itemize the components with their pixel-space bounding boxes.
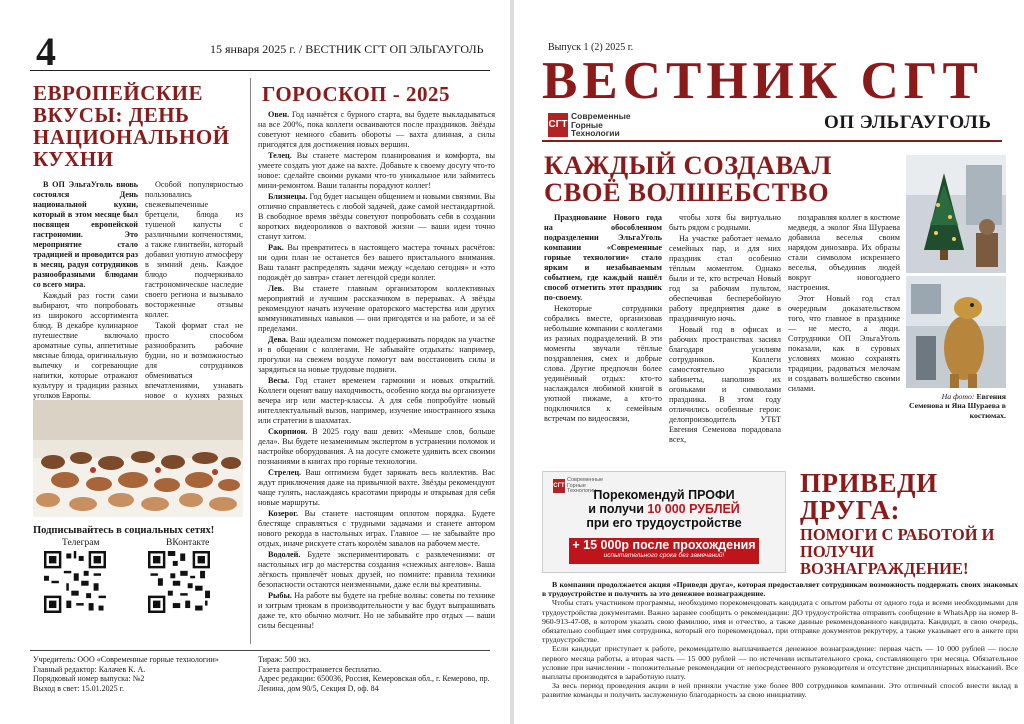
horo-sign: Овен. Год начнётся с бурного старта, вы будете выкладываться на все 200%, пока коллеги осваиваются после праздников. Звёзды советуют немного сбавить обороты — вахта длинная, а силы пригодятся для достижения новых вершин. [258,110,495,149]
horo-sign: Телец. Вы станете мастером планирования и комфорта, вы умеете создать уют даже на вахте. Добавьте к своему досугу что-то новое: сделайте своими руками что-то уникальное или займитесь мини-ремонтом. Ваши таланты порадуют коллег! [258,151,495,190]
social-title: Подписывайтесь в социальных сетях! [33,525,215,536]
magic-title: КАЖДЫЙ СОЗДАВАЛ СВОЁ ВОЛШЕБСТВО [544,150,832,207]
magic-p3: На участке работает немало семейных пар, и для них праздник стал особенно тёплым моментом. Однако были и те, кто встречал Новый год за рабочим пультом, обеспечивая бесперебойную работу предприятия даже в праздничную ночь. [669,234,781,323]
issue-line: Выпуск 1 (2) 2025 г. [548,42,634,53]
friend-p1: Чтобы стать участником программы, необходимо порекомендовать кандидата с опытом работы от одного года и всеми необходимыми для трудоустройства документами. Важно заранее сообщить о рекомендации: ДО трудоустройства отправить сообщение в WhatsApp на номер 8-960-913-47-08, в котором указать свою фамилию, имя и отчество, а также данные рекомендованного кандидата. Кандидат, в свою очередь, обязательно сообщает имя сотрудника, который его порекомендовал, при отправке документов рекрутеру, а также указывает его в анкете при трудоустройстве. [542,598,1018,645]
photo-caption: На фото: Евгения Семенова и Яна Шураева в костюмах. [908,392,1006,420]
euro-p2: Особой популярностью пользовались свежевыпеченные бретцели, блюда из тушеной капусты с различными копченостями, а также глинтвейн, который добавил уютную атмосферу в зимний день. Каждое блюдо подчеркивало гастрономическое наследие своего региона и вызывало восторженные отзывы коллег. [145,180,243,319]
footer-release: Выход в свет: 15.01.2025 г. [33,683,124,693]
logo-mark-icon: СГТ [548,113,568,137]
horoscope-body [258,110,495,643]
horo-sign: Скорпион. В 2025 году ваш девиз: «Меньше слов, больше дела». Вы будете незаменимым экспертом в устранении поломок и настройке оборудования. А на досуге сможете удивить всех своими познаниями в книгах про горные технологии. [258,427,496,466]
footer-editor: Главный редактор: Калачев К. А. [33,664,146,674]
horo-sign: Рыбы. На работе вы будете на гребне волны: советы по технике и хитрым трюкам в производительности у вас будут выпрашивать даже те, кто обычно молчит. Но не забывайте про отдых — ваши силы бесценны! [258,591,496,630]
ad-logo: СГТ Современные Горные Технологии [553,477,603,494]
magic-p6: Этот Новый год стал очередным доказательством того, что главное в празднике — не место, а люди. Сотрудники ОП ЭльгаУголь показали, как в суровых условиях можно сохранять традиции, радоваться мелочам и создавать волшебство своими силами. [788,294,900,393]
masthead: ВЕСТНИК СГТ [542,52,983,110]
ad-logo-mark-icon: СГТ [553,479,565,493]
food-photo [33,400,243,517]
friend-lead: В компании продолжается акция «Приведи друга», которая предоставляет сотрудникам возможность поддержать своих знакомых в трудоустройстве и получить за это денежное вознаграждение. [542,580,1018,599]
footer-circulation: Тираж: 500 экз. [258,655,311,664]
euro-title: ЕВРОПЕЙСКИЕ ВКУСЫ: ДЕНЬ НАЦИОНАЛЬНОЙ КУХНИ [33,81,230,171]
euro-p1: Каждый раз гости сами выбирают, что попробовать из широкого ассортимента блюд. В декабре кулинарное путешествие включало ароматные супы, аппетитные мясные блюда, оригинальную выпечку и согревающие напитки, которые отражают культуру и традиции разных уголков Европы. [33,291,138,400]
friend-subtitle: ПОМОГИ С РАБОТОЙ И ПОЛУЧИ ВОЗНАГРАЖДЕНИЕ! [800,525,995,578]
vk-label: ВКонтакте [166,538,210,548]
page-number: 4 [36,29,56,74]
left-page [0,0,510,724]
footer-issue-no: Порядковый номер выпуска: №2 [33,674,145,684]
ad-main-text: Порекомендуй ПРОФИ и получи 10 000 РУБЛЕЙ при его трудоустройстве [586,488,742,530]
euro-col-1 [33,180,138,400]
euro-col-2 [145,180,243,400]
masthead-rule [542,140,1002,142]
magic-col-2 [669,213,781,465]
magic-col-1 [544,213,662,465]
telegram-qr-icon[interactable] [44,551,106,613]
ad-bonus-bar: + 15 000р после прохождения испытательного срока без замечаний! [569,538,759,564]
company-logo [548,112,631,138]
horo-sign: Лев. Вы станете главным организатором коллективных мероприятий и лучшим рассказчиком в перерывах. А звёзды рекомендуют начать изучение ораторского мастерства или других коммуникативных навыков — они пригодятся и на работе, и за её пределами. [258,284,495,333]
referral-ad-banner[interactable] [542,471,786,573]
footer-founder: Учредитель: ООО «Современные горные технологии» [33,655,219,664]
friend-body [542,580,1018,700]
horo-sign: Рак. Вы превратитесь в настоящего мастера точных расчётов: ни один план не останется без вашего пристального внимания. Ваш талант распределять задачи между «сделаю сегодня» и «это подождёт до завтра» станет легендой среди коллег. [258,243,496,282]
footer-free: Газета распространяется бесплатно. [258,664,382,674]
office-tree-photo [906,155,1006,273]
euro-lead: В ОП ЭльгаУголь вновь состоялся День национальной кухни, который в этом месяце был посвящен европейской гастрономии. Это мероприятие стало традицией и проводится раз в месяц, радуя сотрудников разнообразными блюдами со всего мира. [33,180,138,289]
masthead-sub: ОП ЭЛЬГАУГОЛЬ [824,112,992,133]
horo-sign: Дева. Ваш идеализм поможет поддерживать порядок на участке и в общении с коллегами. Не забывайте отдыхать: например, прогулки на свежем воздухе помогут вам восстановить силы и зарядиться на новые трудовые подвиги. [258,335,496,374]
horo-sign: Весы. Год станет временем гармонии и новых открытий. Коллеги оценят вашу находчивость, особенно когда вы организуете вечера игр или мастер-классы. А для себя попробуйте новый интеллектуальный вызов, например, изучение иностранного языка или стратегии в шахматах. [258,376,496,425]
friend-p3: За весь период проведения акции в ней приняли участие уже более 800 сотрудников компании. Это отличный способ внести вклад в развитие команды и получить заслуженную благодарность за свою инициативу. [542,681,1018,700]
header-rule [30,70,490,71]
horo-sign: Водолей. Будете экспериментировать с развлечениями: от настольных игр до мастерства создания «снежных ангелов». Ваша лёгкость привлечёт новых друзей, но помните: правила техники безопасности остаются неизменными, даже если вы креативны. [258,550,496,589]
magic-p1: Некоторые сотрудники собрались вместе, организовав небольшие компании с коллегами из разных подразделений. В эти моменты звучали тёплые поздравления, смех и добрые слова. Другие предпочли более уединённый отдых: кто-то наслаждался любимой книгой в уютной пижаме, а кто-то подключился к семейным встречам по видеосвязи, [544,304,662,423]
friend-p2: Если кандидат приступает к работе, рекомендателю выплачивается денежное вознаграждение: первая часть — 10 000 рублей — после первого месяца работы, а вторая часть — 15 000 рублей — по истечении испытательного срока, составляющего три месяца. Обязательное условие при начислении - положительные рекомендации от непосредственного руководителя и отсутствие дисциплинарных взысканий. Все выплаты производятся в заработную плату. [542,644,1018,682]
magic-p4: Новый год в офисах и рабочих пространствах засиял благодаря усилиям сотрудников. Коллеги самостоятельно украсили кабинеты, наполнив их огоньками и символами праздника. В этом году отличились особенные герои: делопроизводитель УТБТ Евгения Семенова порадовала всех, [669,325,781,444]
magic-p2: чтобы хотя бы виртуально быть рядом с родными. [669,213,781,232]
magic-p5: поздравляя коллег в костюме медведя, а эколог Яна Шураева добавила веселья своим нарядом динозавра. Их образы стали символом искреннего веселья, объединив людей вокруг новогоднего настроения. [788,213,900,292]
footer-left [33,655,248,693]
right-page [514,0,1024,724]
telegram-label: Телеграм [62,538,100,548]
dino-costume-photo [906,276,1006,388]
column-divider [250,78,251,644]
horo-sign: Козерог. Вы станете настоящим оплотом порядка. Будете блестяще справляться с трудными задачами и станете автором нового рекорда в настольных играх. Главное — не забывайте про отдых, иначе рискуете стать королём завалов на рабочем месте. [258,509,495,548]
magic-lead: Празднование Нового года на обособленном подразделении ЭльгаУголь компании «Современные горные технологии» стало ярким и незабываемым событием, где каждый нашёл способ отметить этот праздник по-своему. [544,213,662,302]
magic-col-3 [788,213,900,395]
friend-title: ПРИВЕДИ ДРУГА: [800,468,938,525]
footer-rule [30,650,490,651]
running-header: 15 января 2025 г. / ВЕСТНИК СГТ ОП ЭЛЬГАУГОЛЬ [210,42,484,56]
horo-sign: Стрелец. Ваш оптимизм будет заряжать весь коллектив. Вас ждут приключения даже на привычной вахте. Звёзды рекомендуют чаще гулять, наслаждаясь красотами природы и открывая для себя новые маршруты. [258,468,495,507]
euro-p3: Такой формат стал не просто способом разнообразить рабочие будни, но и возможностью для сотрудников обмениваться впечатлениями, узнавать новое о кухнях разных [145,321,243,400]
horoscope-title: ГОРОСКОП - 2025 [262,82,450,106]
horo-sign: Близнецы. Год будет насыщен общением и новыми связями. Вы отлично справляетесь с любой задачей, даже самой нестандартной. В свободное время звёзды советуют попробовать себя в создании коротких видеороликов о вахтовой жизни — ваши идеи точно станут хитом. [258,192,496,241]
vk-qr-icon[interactable] [148,551,210,613]
footer-address: Адрес редакции: 650036, Россия, Кемеровская обл., г. Кемерово, пр. Ленина, дом 90/5, Секция D, оф. 84 [258,674,490,693]
logo-text: Современные Горные Технологии [571,111,631,138]
footer-right [258,655,493,693]
